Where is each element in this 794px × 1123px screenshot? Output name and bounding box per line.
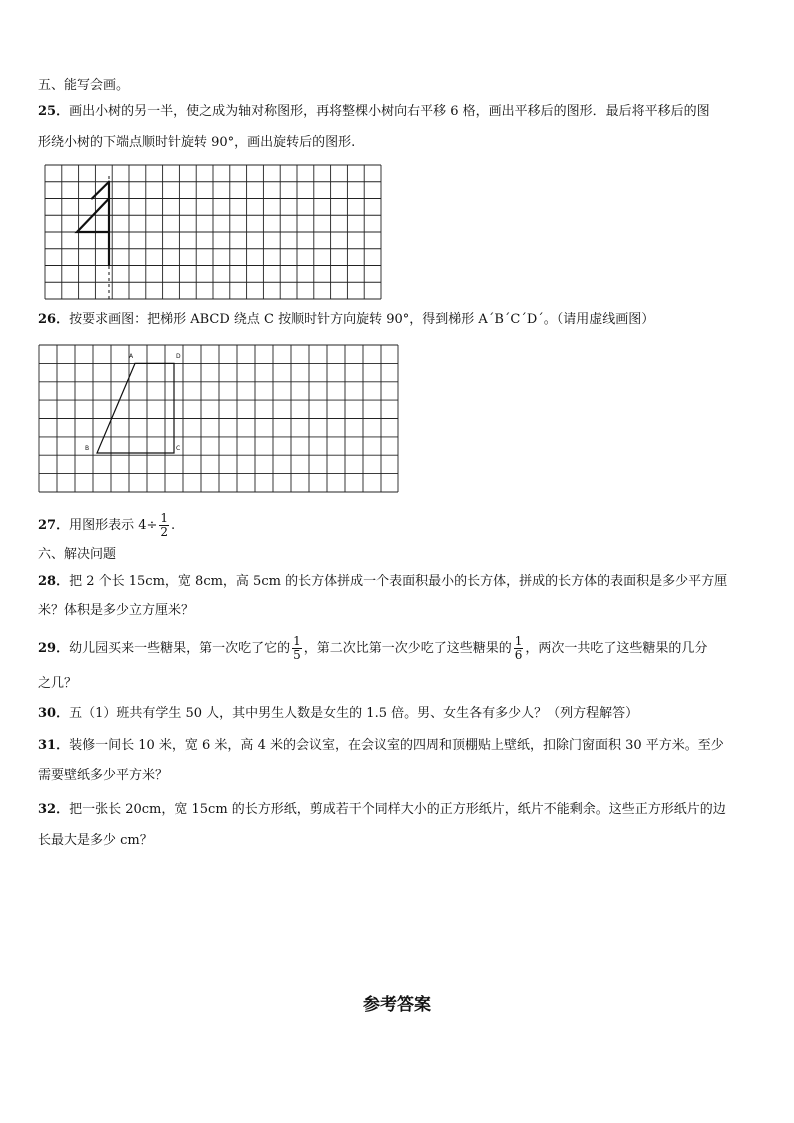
half-tree-shape <box>77 182 109 265</box>
fraction-numerator: 1 <box>514 634 523 648</box>
question-31-line1 <box>38 736 756 756</box>
vertex-label-d: D <box>176 353 181 360</box>
question-29-line2: 之几？ <box>38 676 78 691</box>
question-26-text: 按要求画图：把梯形 ABCD 绕点 C 按顺时针方向旋转 90°，得到梯形 A´B´C´D´。（请用虚线画图） <box>69 312 655 327</box>
fraction-one-fifth <box>292 635 302 662</box>
question-number: 26． <box>38 312 70 327</box>
question-number: 32． <box>38 802 70 817</box>
section-6-heading: 六、解决问题 <box>38 547 117 562</box>
fraction-numerator: 1 <box>160 511 169 525</box>
question-29-part3: ，两次一共吃了这些糖果的几分 <box>525 641 708 656</box>
fraction-denominator: 6 <box>514 648 523 662</box>
question-27-text: 用图形表示 4÷ <box>69 518 158 533</box>
question-32-text1: 把一张长 20cm，宽 15cm 的长方形纸，剪成若干个同样大小的正方形纸片，纸片不能剩余。这些正方形纸片的边 <box>69 802 726 817</box>
question-29-part1: 幼儿园买来一些糖果，第一次吃了它的 <box>69 641 291 656</box>
question-29-part2: ，第二次比第一次少吃了这些糖果的 <box>303 641 512 656</box>
trapezoid-abcd <box>97 363 174 453</box>
question-26-line <box>38 310 756 330</box>
question-32-line2: 长最大是多少 cm？ <box>38 833 153 848</box>
answer-key-title: 参考答案 <box>363 995 431 1015</box>
question-30-line <box>38 704 756 724</box>
question-32-line1 <box>38 800 756 820</box>
q26-grid <box>38 344 400 494</box>
question-28-text1: 把 2 个长 15cm，宽 8cm，高 5cm 的长方体拼成一个表面积最小的长方体，拼成的长方体的表面积是多少平方厘 <box>69 574 728 589</box>
question-number: 25． <box>38 104 70 119</box>
question-31-line2: 需要壁纸多少平方米？ <box>38 768 169 783</box>
question-31-text1: 装修一间长 10 米，宽 6 米，高 4 米的会议室，在会议室的四周和顶棚贴上壁纸，扣除门窗面积 30 平方米。至少 <box>69 738 724 753</box>
q25-grid <box>44 164 384 300</box>
question-27-line <box>38 510 756 542</box>
fraction-denominator: 5 <box>293 648 301 662</box>
question-28-line1 <box>38 572 756 592</box>
fraction-one-half <box>159 512 169 539</box>
question-number: 29． <box>38 641 70 656</box>
vertex-label-b: B <box>85 445 90 452</box>
q26-grid-lines <box>39 345 398 492</box>
question-28-line2: 米？体积是多少立方厘米？ <box>38 603 195 618</box>
fraction-one-sixth <box>514 635 524 662</box>
section-5-heading: 五、能写会画。 <box>38 78 130 93</box>
question-25-text1: 画出小树的另一半，使之成为轴对称图形，再将整棵小树向右平移 6 格，画出平移后的图形．最后将平移后的图 <box>69 104 710 119</box>
question-25-line2: 形绕小树的下端点顺时针旋转 90°，画出旋转后的图形. <box>38 135 356 150</box>
vertex-label-c: C <box>176 445 181 452</box>
fraction-numerator: 1 <box>293 634 301 648</box>
question-25-line1 <box>38 102 756 122</box>
question-number: 28． <box>38 574 70 589</box>
question-30-text: 五（1）班共有学生 50 人，其中男生人数是女生的 1.5 倍。男、女生各有多少人？（列方程解答） <box>69 706 639 721</box>
fraction-denominator: 2 <box>160 525 169 539</box>
vertex-label-a: A <box>129 353 134 360</box>
question-27-end: . <box>171 518 176 533</box>
question-number: 31． <box>38 738 70 753</box>
question-29-line1 <box>38 633 756 665</box>
question-number: 27． <box>38 518 70 533</box>
question-number: 30． <box>38 706 70 721</box>
